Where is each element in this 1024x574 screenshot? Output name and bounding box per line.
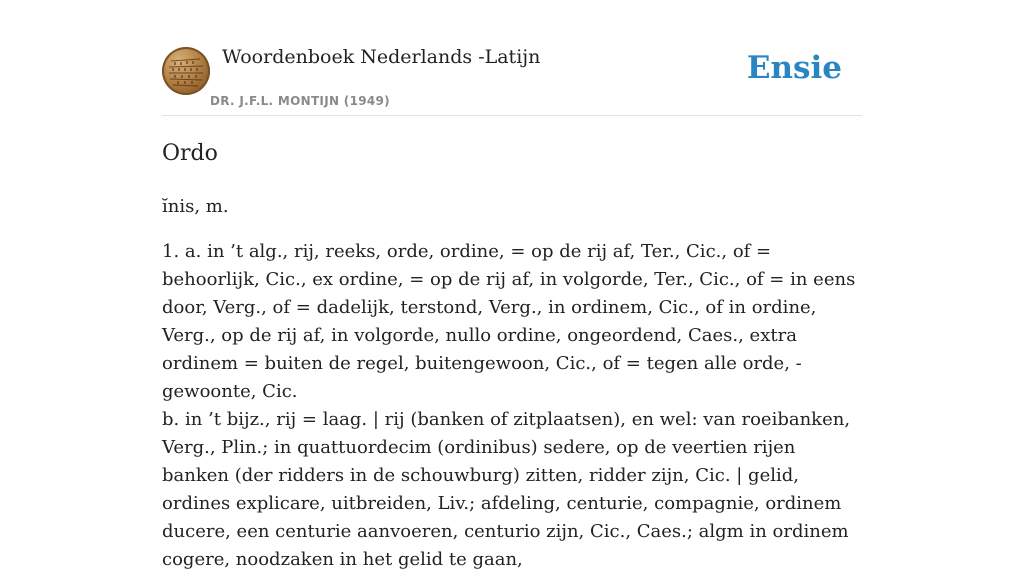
header: [162, 46, 862, 116]
coin-inscription-icon: [162, 47, 210, 95]
entry-grammar: ĭnis, m.: [162, 196, 229, 217]
sense-1a: 1. a. in ’t alg., rij, reeks, orde, ordine, = op de rij af, Ter., Cic., of = behoorlijk, Cic., ex ordine, = op de rij af, in volgorde, Ter., Cic., of = in eens door, Verg., of = dadelijk, terstond, Verg., in ordinem, Cic., of in ordine, Verg., op de rij af, in volgorde, nullo ordine, ongeordend, Caes., extra ordinem = buiten de regel, buitengewoon, Cic., of = tegen alle orde, - gewoonte, Cic.: [162, 241, 856, 402]
dictionary-title[interactable]: Woordenboek Nederlands -Latijn: [222, 46, 541, 68]
dictionary-author: DR. J.F.L. MONTIJN (1949): [210, 94, 390, 108]
sense-1b: b. in ’t bijz., rij = laag. | rij (banken of zitplaatsen), en wel: van roeibanken, Verg., Plin.; in quattuordecim (ordinibus) sedere, op de veertien rijen banken (der ridders in de schouwburg) zitten, ridder zijn, Cic. | gelid, ordines explicare, uitbreiden, Liv.; afdeling, centurie, compagnie, ordinem ducere, een centurie aanvoeren, centurio zijn, Cic., Caes.; algm in ordinem cogere, noodzaken in het gelid te gaan,: [162, 409, 851, 570]
entry-content: [162, 138, 862, 574]
brand-logo-link[interactable]: Ensie: [746, 50, 842, 86]
coin-logo-icon[interactable]: [162, 47, 210, 95]
entry-headword: Ordo: [162, 141, 218, 166]
entry-definition: [162, 238, 862, 574]
